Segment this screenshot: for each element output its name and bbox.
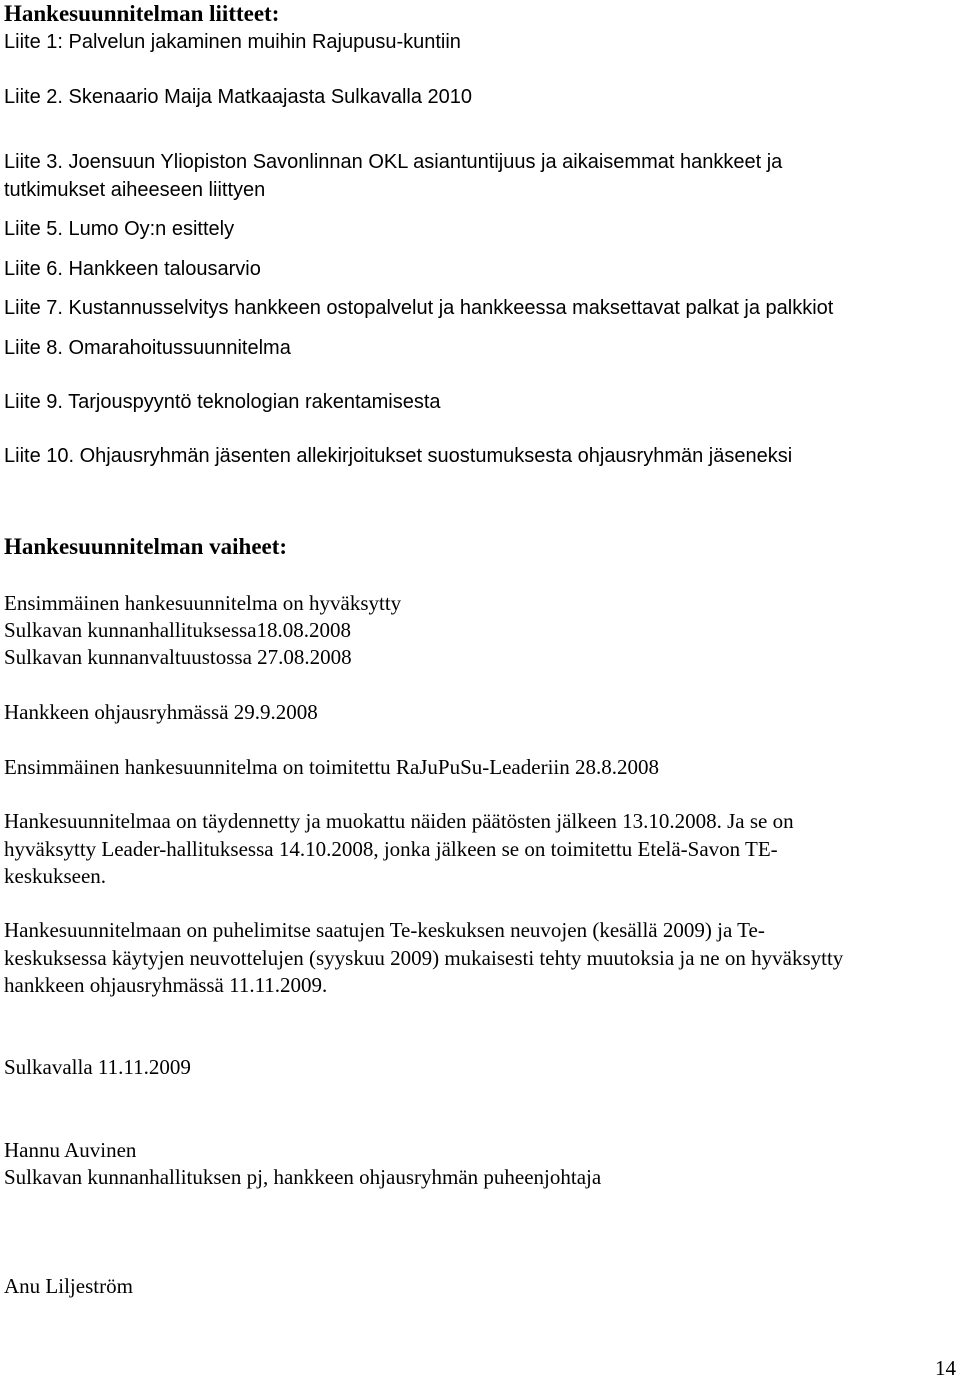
attachment-item-3-cont: tutkimukset aiheeseen liittyen: [4, 179, 266, 201]
attachment-item-8: Liite 8. Omarahoitussuunnitelma: [4, 337, 291, 359]
attachments-heading: Hankesuunnitelman liitteet:: [4, 1, 280, 26]
phase-line-1: Ensimmäinen hankesuunnitelma on hyväksytty: [4, 591, 402, 615]
phase-line-7: hyväksytty Leader-hallituksessa 14.10.2008, jonka jälkeen se on toimitettu Etelä-Savon TE-: [4, 837, 778, 861]
phase-line-11: hankkeen ohjausryhmässä 11.11.2009.: [4, 973, 328, 997]
phase-line-8: keskukseen.: [4, 864, 107, 888]
attachment-item-7: Liite 7. Kustannusselvitys hankkeen ostopalvelut ja hankkeessa maksettavat palkat ja palkkiot: [4, 297, 834, 319]
signature-place-date: Sulkavalla 11.11.2009: [4, 1055, 191, 1079]
phase-line-2: Sulkavan kunnanhallituksessa18.08.2008: [4, 618, 352, 642]
phase-line-4: Hankkeen ohjausryhmässä 29.9.2008: [4, 700, 318, 724]
phase-line-5: Ensimmäinen hankesuunnitelma on toimitettu RaJuPuSu-Leaderiin 28.8.2008: [4, 755, 659, 779]
phase-line-3: Sulkavan kunnanvaltuustossa 27.08.2008: [4, 645, 352, 669]
phase-line-6: Hankesuunnitelmaa on täydennetty ja muokattu näiden päätösten jälkeen 13.10.2008. Ja se on: [4, 809, 794, 833]
attachment-item-10: Liite 10. Ohjausryhmän jäsenten allekirjoitukset suostumuksesta ohjausryhmän jäseneksi: [4, 445, 793, 467]
page-number: 14: [935, 1356, 956, 1380]
attachment-item-5: Liite 5. Lumo Oy:n esittely: [4, 218, 235, 240]
attachment-item-1: Liite 1: Palvelun jakaminen muihin Rajupusu-kuntiin: [4, 31, 461, 53]
attachment-item-2: Liite 2. Skenaario Maija Matkaajasta Sulkavalla 2010: [4, 86, 473, 108]
signature-title-1: Sulkavan kunnanhallituksen pj, hankkeen ohjausryhmän puheenjohtaja: [4, 1165, 602, 1189]
signature-name-2: Anu Liljeström: [4, 1274, 133, 1298]
phases-heading: Hankesuunnitelman vaiheet:: [4, 534, 288, 559]
attachment-item-3: Liite 3. Joensuun Yliopiston Savonlinnan OKL asiantuntijuus ja aikaisemmat hankkeet ja: [4, 151, 783, 173]
signature-name-1: Hannu Auvinen: [4, 1138, 137, 1162]
phase-line-10: keskuksessa käytyjen neuvottelujen (syyskuu 2009) mukaisesti tehty muutoksia ja ne on hyväksytty: [4, 946, 844, 970]
phase-line-9: Hankesuunnitelmaan on puhelimitse saatujen Te-keskuksen neuvojen (kesällä 2009) ja Te-: [4, 918, 765, 942]
attachment-item-6: Liite 6. Hankkeen talousarvio: [4, 258, 261, 280]
attachment-item-9: Liite 9. Tarjouspyyntö teknologian rakentamisesta: [4, 391, 441, 413]
